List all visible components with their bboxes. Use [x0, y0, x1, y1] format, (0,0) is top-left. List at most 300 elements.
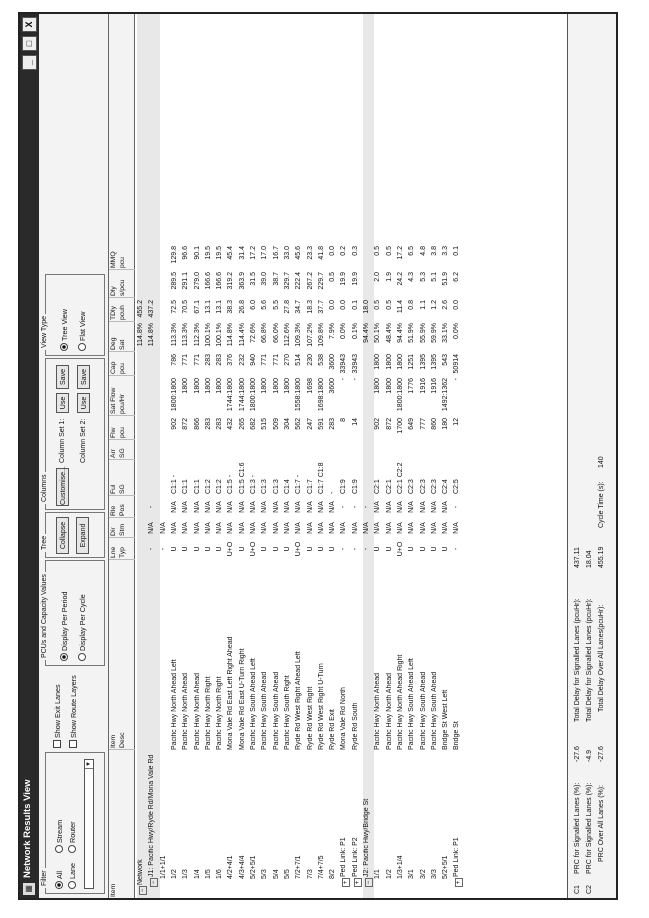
- col-header-cap[interactable]: Cap pcu: [109, 352, 135, 376]
- radio-selected-icon: [60, 343, 68, 351]
- cell-tdly: 437.2: [148, 300, 156, 318]
- filter-group: [41, 752, 105, 894]
- filter-stream-radio[interactable]: Stream: [55, 820, 64, 853]
- cell-ful: C1:7 -: [295, 474, 303, 494]
- cell-pos: -: [148, 505, 156, 509]
- cell-flw: 562: [295, 418, 303, 430]
- customise-button[interactable]: Customise...: [56, 468, 69, 506]
- cell-deg: 0.1%: [351, 323, 359, 339]
- col-header-sat-flow[interactable]: Sat Flow pcu/Hr: [109, 376, 135, 416]
- expand-node-icon[interactable]: +: [342, 878, 350, 887]
- cell-ful: C2:1 C2:2: [396, 462, 404, 494]
- cell-sat: 1800: [283, 378, 291, 394]
- table-row[interactable]: [352, 14, 363, 898]
- row-item: 1/1: [374, 869, 382, 879]
- cell-deg: 112.6%: [283, 323, 291, 347]
- cell-typ: U: [261, 546, 269, 552]
- cell-stm: N/A: [340, 522, 348, 534]
- maximize-button[interactable]: □: [22, 36, 37, 51]
- cell-stm: N/A: [385, 522, 393, 534]
- filter-combo[interactable]: [84, 759, 94, 889]
- cell-flw: 180: [442, 418, 450, 430]
- cell-cap: 1800: [385, 354, 393, 370]
- cell-stm: N/A: [419, 522, 427, 534]
- cell-stm: N/A: [329, 522, 337, 534]
- cell-tdly: 72.5: [170, 300, 178, 314]
- cell-typ: U: [182, 546, 190, 552]
- cell-deg: 50.1%: [374, 323, 382, 343]
- cell-flw: 432: [227, 418, 235, 430]
- cell-mmq: 17.2: [396, 246, 404, 260]
- cell-tdly: 0.5: [374, 300, 382, 310]
- cell-typ: U+O: [250, 541, 257, 557]
- cell-mmq: 129.8: [170, 246, 178, 264]
- cell-desc: Mona Vale Rd East Left Right Ahead: [227, 636, 235, 750]
- cell-stm: N/A: [363, 522, 370, 534]
- pcu-group: [41, 560, 105, 666]
- cycle-time-value: 140: [598, 456, 605, 468]
- cell-tdly: 34.7: [295, 300, 303, 314]
- cell-sat: 1800: [182, 378, 190, 394]
- cell-ful: C1:1: [193, 479, 201, 494]
- total-delay-signalled-value: 437.11: [574, 547, 581, 568]
- per-period-radio[interactable]: Display Per Period: [60, 591, 69, 661]
- cell-cap: 771: [193, 354, 201, 366]
- cell-desc: Mona Vale Rd East U-Turn Right: [238, 648, 246, 750]
- cell-typ: U: [204, 546, 212, 552]
- col-header-mmq[interactable]: MMQ pcu: [109, 244, 135, 270]
- table-row[interactable]: [453, 14, 464, 898]
- radio-selected-icon: [55, 881, 63, 889]
- cell-tdly: 5.5: [272, 300, 280, 310]
- filter-router-radio[interactable]: Router: [68, 821, 77, 853]
- use-set-1-button[interactable]: Use: [56, 393, 69, 413]
- table-row[interactable]: [194, 14, 205, 898]
- cell-ful: C1:3: [272, 479, 280, 494]
- cell-typ: U: [216, 546, 224, 552]
- table-row[interactable]: [386, 14, 397, 898]
- cell-typ: U: [385, 546, 393, 552]
- cell-sat: 1558:1800: [295, 378, 303, 412]
- cell-dly: 363.9: [238, 272, 246, 290]
- cell-stm: N/A: [238, 522, 246, 534]
- cell-pos: -: [351, 505, 359, 509]
- cell-dly: 19.9: [351, 272, 359, 286]
- cell-typ: U+O: [227, 541, 235, 557]
- cell-tdly: 13.1: [204, 300, 212, 314]
- cell-mmq: 6.5: [408, 246, 416, 256]
- columns-title: Columns: [41, 474, 48, 502]
- table-row[interactable]: [295, 14, 306, 898]
- cell-cap: 376: [227, 354, 235, 366]
- table-row[interactable]: [273, 14, 284, 898]
- col-header-dly[interactable]: Dly s/pcu: [109, 270, 135, 298]
- table-row[interactable]: [408, 14, 419, 898]
- collapse-node-icon[interactable]: −: [365, 878, 373, 887]
- cell-deg: 100.1%: [216, 323, 224, 347]
- cell-deg: 66.0%: [272, 323, 280, 343]
- cell-dly: 38.7: [272, 272, 280, 286]
- chevron-down-icon: ▼: [85, 760, 93, 769]
- cell-mmq: 19.5: [204, 246, 212, 260]
- cell-flw: 8: [340, 418, 348, 422]
- table-row[interactable]: [261, 14, 272, 898]
- cell-tdly: 0.0: [453, 300, 461, 310]
- row-item: 8/2: [329, 869, 337, 879]
- cell-desc: Pacific Hwy North Ahead: [385, 672, 393, 750]
- cell-dly: 5.1: [430, 272, 438, 282]
- total-delay-signalled-label: Total Delay for Signalled Lanes (pcuHr):: [574, 598, 581, 722]
- radio-icon: [55, 845, 63, 853]
- row-item: 1/3: [182, 869, 190, 879]
- cell-sat: 1800: [204, 378, 212, 394]
- cell-cap: 1395: [430, 354, 438, 370]
- cell-cap: 50914: [453, 354, 461, 374]
- cell-deg: 107.2%: [306, 323, 314, 347]
- cell-stm: N/A: [261, 522, 269, 534]
- cell-stm: N/A: [272, 522, 280, 534]
- cell-sat: 1800:1800: [170, 378, 178, 412]
- table-row[interactable]: [227, 14, 238, 898]
- col-header-deg-sat[interactable]: Deg Sat: [109, 322, 135, 352]
- table-row[interactable]: [329, 14, 340, 898]
- cell-sat: 1916: [419, 378, 427, 394]
- cell-desc: Pacific Hwy North Right: [204, 676, 212, 750]
- col-header-lne-typ[interactable]: Lne Typ: [109, 538, 135, 560]
- cell-dly: 1.9: [385, 272, 393, 282]
- cell-sat: -: [340, 378, 348, 381]
- cell-stm: N/A: [295, 522, 303, 534]
- cell-deg: 55.9%: [419, 323, 427, 343]
- cell-tdly: 0.5: [385, 300, 393, 310]
- cell-desc: Ryde Rd Exit: [329, 709, 337, 750]
- cell-stm: N/A: [306, 522, 314, 534]
- cell-pos: N/A: [306, 501, 314, 513]
- table-row[interactable]: [216, 14, 227, 898]
- prc-all-value: -27.6: [598, 746, 605, 762]
- cell-dly: 2.0: [374, 272, 382, 282]
- cell-dly: 289.5: [170, 272, 178, 290]
- cell-deg: 109.3%: [295, 323, 303, 347]
- cell-dly: 24.2: [396, 272, 404, 286]
- cell-ful: C1:9: [340, 479, 348, 494]
- cell-pos: N/A: [193, 501, 201, 513]
- cell-typ: U: [329, 546, 337, 552]
- cell-desc: Pacific Hwy South Ahead Left: [408, 658, 416, 750]
- cell-tdly: 455.2: [137, 300, 144, 318]
- cell-sat: -: [453, 378, 461, 381]
- cell-pos: -: [453, 505, 461, 509]
- prc-signalled-c2-label: PRC for Signalled Lanes (%):: [586, 782, 593, 874]
- cell-desc: Pacific Hwy North Ahead: [193, 672, 201, 750]
- cell-flw: 283: [329, 418, 337, 430]
- checkbox-icon: [69, 740, 77, 748]
- cell-cap: 538: [317, 354, 325, 366]
- table-row[interactable]: [442, 14, 453, 898]
- cell-mmq: 16.7: [272, 246, 280, 260]
- c2-label: C2: [586, 885, 593, 894]
- cell-cap: 283: [216, 354, 224, 366]
- cell-flw: 866: [193, 418, 201, 430]
- table-row[interactable]: [318, 14, 329, 898]
- table-row[interactable]: [340, 14, 351, 898]
- cell-tdly: 38.3: [227, 300, 235, 314]
- prc-signalled-value: -27.6: [574, 746, 581, 762]
- col-header-flw[interactable]: Flw pcu: [109, 416, 135, 440]
- use-set-2-button[interactable]: Use: [77, 393, 90, 413]
- cell-deg: 114.4%: [238, 323, 246, 347]
- table-row[interactable]: [171, 14, 182, 898]
- cell-pos: N/A: [272, 501, 280, 513]
- total-delay-signalled-c2-label: Total Delay for Signalled Lanes (pcuHr):: [586, 598, 593, 722]
- row-item: 3/1: [408, 869, 416, 879]
- cell-stm: N/A: [148, 522, 156, 534]
- cell-typ: -: [159, 547, 167, 551]
- show-route-layers-checkbox[interactable]: Show Route Layers: [69, 675, 78, 748]
- cell-pos: N/A: [216, 501, 224, 513]
- cell-pos: N/A: [261, 501, 269, 513]
- cell-desc: Ryde Rd South: [351, 702, 359, 750]
- cell-tdly: 1.1: [419, 300, 427, 310]
- cell-sat: 1744:1800: [227, 378, 235, 412]
- cell-sat: 1776: [408, 378, 416, 394]
- collapse-node-icon[interactable]: −: [139, 886, 147, 895]
- row-item: 1/2: [170, 869, 178, 879]
- row-item: J1: Pacific Hwy/Ryde Rd/Mona Vale Rd: [148, 754, 156, 877]
- cell-deg: 94.4%: [396, 323, 404, 343]
- cell-ful: C2:1: [385, 479, 393, 494]
- cell-tdly: 5.6: [261, 300, 269, 310]
- cell-stm: N/A: [374, 522, 382, 534]
- show-exit-lanes-checkbox[interactable]: Show Exit Lanes: [53, 684, 62, 748]
- close-button[interactable]: X: [22, 17, 37, 32]
- cell-deg: 94.4%: [363, 323, 370, 343]
- row-item: Ped Link: P1: [340, 837, 348, 877]
- cell-cap: 1251: [408, 354, 416, 370]
- col-header-item[interactable]: Item: [110, 883, 117, 897]
- cell-tdly: 37.7: [317, 300, 325, 314]
- table-row[interactable]: [239, 14, 250, 898]
- cell-stm: N/A: [193, 522, 201, 534]
- collapse-button[interactable]: Collapse: [56, 517, 69, 554]
- cell-pos: N/A: [408, 501, 416, 513]
- cell-pos: N/A: [170, 501, 178, 513]
- cell-desc: Mona Vale Rd North: [340, 687, 348, 750]
- cell-stm: N/A: [430, 522, 438, 534]
- cell-flw: 14: [351, 418, 359, 426]
- cell-tdly: 67.1: [193, 300, 201, 314]
- cell-sat: 1492:1362: [442, 378, 450, 412]
- cell-stm: N/A: [216, 522, 224, 534]
- cell-ful: C1:1 -: [170, 474, 178, 494]
- cell-tdly: 0.0: [329, 300, 337, 310]
- cell-desc: Pacific Hwy South Ahead: [261, 671, 269, 750]
- table-row[interactable]: [374, 14, 385, 898]
- table-row[interactable]: [431, 14, 442, 898]
- cell-desc: Ryde Rd West Right: [306, 686, 314, 750]
- tree-group: [41, 512, 105, 558]
- cell-deg: 112.3%: [193, 323, 201, 347]
- cell-dly: 5.3: [419, 272, 427, 282]
- cell-deg: 0.0%: [453, 323, 461, 339]
- cell-desc: Ryde Rd West Right Ahead Left: [295, 651, 303, 750]
- col-header-item-desc[interactable]: Item Desc: [109, 560, 135, 750]
- col-header-rle-pos[interactable]: Rle Pos: [109, 496, 135, 518]
- cell-cap: 283: [204, 354, 212, 366]
- row-item: 1/2: [385, 869, 393, 879]
- expand-node-icon[interactable]: +: [354, 878, 362, 887]
- cell-tdly: 0.1: [351, 300, 359, 310]
- cell-deg: 100.1%: [204, 323, 212, 347]
- table-row[interactable]: [182, 14, 193, 898]
- cell-dly: 291.1: [182, 272, 190, 290]
- cell-dly: 222.4: [295, 272, 303, 290]
- window-controls: [22, 17, 37, 72]
- cell-typ: U: [272, 546, 280, 552]
- cell-pos: N/A: [419, 501, 427, 513]
- total-delay-all-value: 455.19: [598, 546, 605, 568]
- cell-ful: C1:7 C1:8: [317, 462, 325, 494]
- cell-flw: 902: [170, 418, 178, 430]
- minimize-button[interactable]: _: [22, 55, 37, 70]
- cell-tdly: 18.0: [363, 300, 370, 314]
- table-row[interactable]: [250, 14, 261, 898]
- cell-ful: C1:2: [216, 479, 224, 494]
- results-grid: [109, 14, 567, 898]
- cell-tdly: 0.8: [408, 300, 416, 310]
- toolbar: [39, 14, 109, 898]
- cell-desc: Pacific Hwy North Ahead Left: [170, 659, 178, 750]
- cell-mmq: 41.8: [317, 246, 325, 260]
- cell-cap: 33943: [340, 354, 348, 374]
- total-delay-all-label: Total Delay Over All Lanes(pcuHr):: [598, 604, 605, 712]
- table-row[interactable]: [284, 14, 295, 898]
- cell-sat: 1800: [385, 378, 393, 394]
- cell-flw: 1700: [396, 418, 404, 434]
- table-row[interactable]: [205, 14, 216, 898]
- cell-cap: 33943: [351, 354, 359, 374]
- cell-deg: 66.8%: [261, 323, 269, 343]
- col-header-arr-sg[interactable]: Arr SG: [109, 440, 135, 460]
- cell-typ: U: [170, 546, 178, 552]
- table-row[interactable]: [148, 14, 159, 898]
- cell-sat: 1800: [272, 378, 280, 394]
- cell-pos: N/A: [374, 501, 382, 513]
- cell-mmq: 0.5: [374, 246, 382, 256]
- cell-pos: N/A: [182, 501, 190, 513]
- table-row[interactable]: [363, 14, 374, 898]
- prc-signalled-c2-value: -4.9: [586, 749, 593, 762]
- table-row[interactable]: [160, 14, 171, 898]
- cell-mmq: 17.0: [261, 246, 269, 260]
- cell-typ: U: [283, 546, 291, 552]
- cell-dly: 31.5: [250, 272, 257, 286]
- cell-deg: 72.6%: [250, 323, 257, 343]
- expand-node-icon[interactable]: +: [455, 878, 463, 887]
- cell-flw: 247: [306, 418, 314, 430]
- cell-mmq: 90.1: [193, 246, 201, 260]
- save-set-2-button[interactable]: Save: [77, 365, 90, 389]
- col-header-ful-sg[interactable]: Ful SG: [109, 460, 135, 496]
- cell-cap: 771: [272, 354, 280, 366]
- cell-stm: N/A: [182, 522, 190, 534]
- cell-cap: 771: [261, 354, 269, 366]
- cell-mmq: 0.3: [351, 246, 359, 256]
- cell-flw: 872: [385, 418, 393, 430]
- cell-desc: Pacific Hwy South Right: [283, 675, 291, 750]
- tree-title: Tree: [41, 535, 48, 550]
- cell-stm: N/A: [204, 522, 212, 534]
- cell-deg: 114.8%: [227, 323, 235, 347]
- row-item: 1/3+1/4: [396, 855, 404, 879]
- cell-mmq: 4.8: [419, 246, 427, 256]
- cell-ful: C1:4: [283, 479, 291, 494]
- cell-flw: 591: [317, 418, 325, 430]
- filter-all-radio[interactable]: All: [55, 871, 64, 889]
- collapse-node-icon[interactable]: −: [150, 878, 158, 887]
- cell-deg: 48.4%: [385, 323, 393, 343]
- network-results-window: [18, 12, 618, 900]
- cell-sat: 1800:1800: [396, 378, 404, 412]
- cell-ful: C2:3: [419, 479, 427, 494]
- cell-tdly: 11.4: [396, 300, 404, 314]
- table-row[interactable]: [137, 14, 148, 898]
- radio-selected-icon: [60, 653, 68, 661]
- row-item: 1/5: [204, 869, 212, 879]
- radio-icon: [78, 343, 86, 351]
- cell-desc: Pacific Hwy South Ahead: [272, 671, 280, 750]
- col-header-tdly[interactable]: TDly pcuh: [109, 298, 135, 322]
- flat-view-radio[interactable]: Flat View: [78, 312, 87, 351]
- cell-flw: 283: [204, 418, 212, 430]
- cell-dly: 39.0: [261, 272, 269, 286]
- row-item: 4/2+4/1: [227, 855, 235, 879]
- row-item: 7/2+7/1: [295, 855, 303, 879]
- cell-cap: 230: [306, 354, 314, 366]
- cell-ful: C1:5 -: [227, 474, 235, 494]
- cell-mmq: 3.8: [430, 246, 438, 256]
- cell-deg: 51.9%: [408, 323, 416, 343]
- save-set-1-button[interactable]: Save: [56, 365, 69, 389]
- per-cycle-radio[interactable]: Display Per Cycle: [78, 594, 87, 661]
- cell-ful: C2:3: [408, 479, 416, 494]
- expand-button[interactable]: Expand: [76, 517, 89, 554]
- cell-deg: 59.9%: [430, 323, 438, 343]
- table-row[interactable]: [397, 14, 408, 898]
- prc-signalled-label: PRC for Signalled Lanes (%):: [574, 782, 581, 874]
- cell-desc: Pacific Hwy North Right: [216, 676, 224, 750]
- cell-desc: Pacific Hwy South Ahead: [419, 671, 427, 750]
- cell-ful: -: [329, 491, 337, 494]
- cell-sat: 1916: [430, 378, 438, 394]
- radio-icon: [68, 881, 76, 889]
- col-header-dir-stm[interactable]: Dir Stm: [109, 518, 135, 538]
- cell-flw: 872: [182, 418, 190, 430]
- cell-pos: N/A: [329, 501, 337, 513]
- row-item: Network: [137, 859, 144, 885]
- cell-mmq: 45.6: [295, 246, 303, 260]
- table-row[interactable]: [420, 14, 431, 898]
- window-title: Network Results View: [22, 779, 33, 878]
- cell-typ: -: [351, 547, 359, 551]
- cell-typ: U: [408, 546, 416, 552]
- cell-mmq: 0.0: [329, 246, 337, 256]
- cell-flw: 777: [419, 418, 427, 430]
- table-row[interactable]: [307, 14, 318, 898]
- row-item: 3/2: [419, 869, 427, 879]
- tree-view-radio[interactable]: Tree View: [60, 309, 69, 351]
- filter-lane-radio[interactable]: Lane: [68, 863, 77, 889]
